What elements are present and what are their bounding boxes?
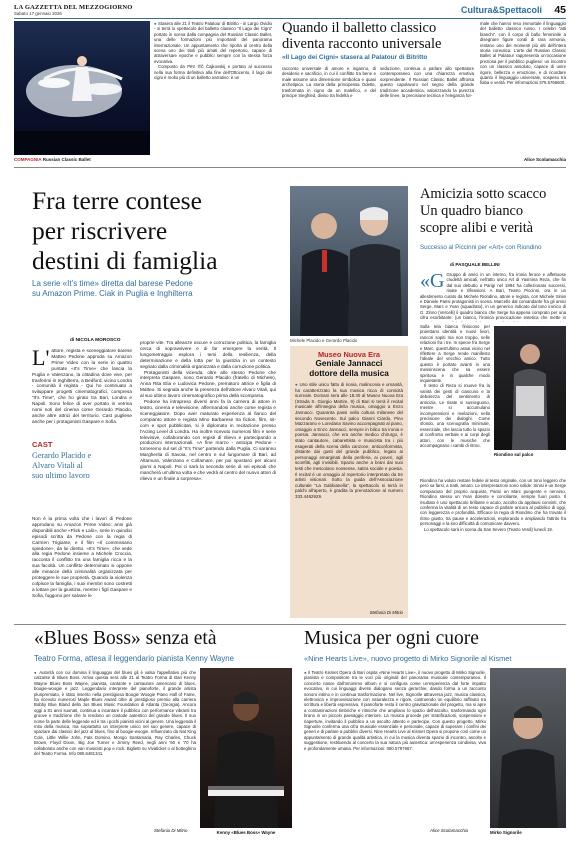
blues-byline: Stefania Di Mitrio — [154, 828, 188, 833]
feature-title-line1: Fra terre contese — [32, 186, 202, 215]
musica-col1-text: Il Teatro Kismet Opera di Bari ospita «Nine Hearts Live», il nuovo progetto di Mirko Signorile, pianista e compositore tra le voci più originali del panorama musicale contemporaneo. Il concerto nasce dall'omonimo album e si configura come un'esperienza dal forte impatto evocativo, in cui linguaggi diversi dialogano senza gerarchie, dando forma a un racconto sonoro intimo e in continua trasformazione. Nel live, Signorile attraversa jazz, musica classica, elettronica e improvvisazione con naturalezza e rigore, costruendo un equilibrio raffinato tra scrittura e libertà espressiva. Il pianoforte resta il centro gravitazionale del progetto, ma si apre a contaminazioni timbriche e ritmiche che ampliano lo spazio dell'ascolto, trasformando ogni brano in un piccolo paesaggio interiore. La musica procede per stratificazioni, sospensioni e riaperture, invitando il pubblico a un ascolto attento e partecipe. Con questo progetto, Mirko Signorile conferma una cifra musicale essenziale e personale, capace di superare i confini dei generi e di parlare a pubblici diversi. Nine Hearts Live al Kismet Opera si propone così come un appuntamento di grande qualità artistica, in cui la musica diventa spazio di incontro, ascolto e suggestione, restituendo al concerto la sua natura più autentica: un'esperienza condivisa, viva e profondamente umana. Per informazioni: 080.5797667. — [304, 670, 486, 751]
ballet-byline: Alice Scolamacchia — [523, 157, 566, 162]
jannacci-box — [290, 346, 408, 618]
actor-illustration — [494, 326, 566, 450]
amicizia-col1-text: Gruppo di amici in un interno, fra ironia feroce e affettuose crudeltà amicali, nell'atto unico Art di Yasmina Reza, che fin dal suo debutto a Parigi nel 1994 ha collezionato successi, risate e riflessioni. A Bari, Teatro Piccinni, ora in un allestimento curato da Michele Riondino, attore e regista, con Michele Sinisi e Daniele Parisi protagonisti in scena. Marcello dal comandante fra gli amici Serge, Marc e Yvan (squadrato), in un generico indicato dal tono ironico di G. Zinno (Vercelli) il quadro bianco che Serge ha appena comprato per una cifra esorbitante: (un bianco, l'ironica provocazione estetica che mette in — [420, 272, 566, 321]
pianist-illustration — [200, 668, 292, 828]
blues-col1-text: Autorità con cui domina il linguaggio del blues gli è valsa l'appellativo più che calzante di Blues Boss. Arriva questa sera alle 21 al Teatro Forma di Bari Kenny Wayne Blues Boss Wayne, pianista, cantante e cantautore americano di blues, boogie-woogie e jazz. Leggendario interprete del pianoforte, il grande artista pluripremiato, è stato inserito nella prestigiosa Boogie Woogie Piano Hall of Fame, ha ricevuto numerosi Maple Blues Award oltre al prestigioso premio alla carriera Bobby Blue Bland della Jus Blues Music Foundation di Atlanta (Georgia). Ancora oggi a 81 anni suonati, continua a incantare il pubblico con performance vibranti tra groove e tradizione che lo rendono un custode autentico del grande blues. Il suo nome fa parte delle leggende ed è tra i pochi pianisti vicini al genere. Una leggenda il mito della musica, ma soprattutto un interprete unico nel suo genere, capace di spaziare dai classici del jazz al blues, fino al boogie-woogie. Influenzato da Nat King Cole, Little Willie John, Fats Domino, Mongo Santamaria, Ray Charles, Chuck Brown, Floyd Dixon, Big Joe Turner e Jimmy Reed, negli anni '60 e '70 ha collaborato anche con vari musicisti pop e rock. Biglietti su Vivaticket o al botteghino del Teatro Forma. Info 080.6481341. — [34, 670, 196, 757]
amicizia-title-line3: scopre alibi e verità — [420, 220, 534, 236]
feature-dropcap: L' — [32, 348, 50, 370]
signorile-photo — [490, 668, 566, 828]
placido-caption: Michele Placido e Gerardo Placido — [290, 338, 358, 343]
feature-title — [32, 186, 284, 276]
musica-col1: ● Il Teatro Kismet Opera di Bari ospita «Nine Hearts Live», il nuovo progetto di Mirko Signorile, pianista e compositore tra le voci più originali del panorama musicale contemporaneo. Il concerto nasce dall'omonimo album e si configura come un'esperienza dal forte impatto evocativo, in cui linguaggi diversi dialogano senza gerarchie, dando forma a un racconto sonoro intimo e in continua trasformazione. Nel live, Signorile attraversa jazz, musica classica, elettronica e improvvisazione con naturalezza e rigore, costruendo un equilibrio raffinato tra scrittura e libertà espressiva. Il pianoforte resta il centro gravitazionale del progetto, ma si apre a contaminazioni timbriche e ritmiche che ampliano lo spazio dell'ascolto, trasformando ogni brano in un piccolo paesaggio interiore. La musica procede per stratificazioni, sospensioni e riaperture, invitando il pubblico a un ascolto attento e partecipe. Con questo progetto, Mirko Signorile conferma una cifra musicale essenziale e personale, capace di superare i confini dei generi e di parlare a pubblici diversi. Nine Hearts Live al Kismet Opera si propone così come un appuntamento di grande qualità artistica, in cui la musica diventa spazio di incontro, ascolto e suggestione, restituendo al concerto la sua natura più autentica: un'esperienza condivisa, viva e profondamente umana. Per informazioni: 080.5797667. — [304, 670, 486, 751]
man-portrait-illustration — [490, 668, 566, 828]
cast-text: Gerardo Placido e Alvaro Vitali al suo ultimo lavoro — [32, 451, 92, 480]
section-label: Cultura&Spettacoli — [460, 5, 542, 15]
ballet-col1-text: Stasera alle 21 il Teatro Palatour di Bitritto - in Largo Ovidio - si terrà lo spettacolo del balletto classico “Il Lago dei Cigni” portato in scena dalla compagnia del Russian Classic Ballet, una delle formazioni più importanti del panorama internazionale. Un appuntamento che riporta al centro della scena uno dei titoli più amati del repertorio, capace di attraversare epoche e pubblici sempre con la stessa forza evocativa. — [154, 21, 272, 64]
musica-subtitle: «Nine Hearts Live», nuovo progetto di Mirko Signorile al Kismet — [304, 654, 512, 663]
cast-box — [32, 440, 94, 510]
ballet-col2: racconto universale di amore e inganno, di desiderio e sacrificio, in cui il conflitto tra bene e male assume una dimensione simbolica e quasi archetipica. La storia della principessa Odette, trasformata in cigno da un malefico, e del principe Siegfried, diviso tra fedeltà e — [282, 66, 376, 99]
ballet-subtitle: «Il Lago dei Cigni» stasera al Palatour di Bitritto — [282, 54, 428, 61]
ballet-photo — [14, 21, 150, 155]
feature-col2c-text: Pedone ha intrapreso diversi anni fa la carriera di attore in teatro, cinema e televisione, affermandosi anche come regista e sceneggiatore. Dopo aver maturato esperienza al fianco del compianto attore e regista Mino Barbarese tra fiction, film, sit-com e spot pubblicitari, si è diplomato in recitazione presso l'Acting Level di Londra. Ha inoltre ricevuto numerosi film e serie televisive, collaborando con registi di rilievo e partecipando a produzioni internazionali. «A fine marzo - anticipa Pedone - torneremo sul set di “It’s Time” partendo dalla Puglia. Ci saranno Margherita di Savoia, nel centro e sul lungomare di Bari, ad Altamura, Valenzano e Collamare, per poi spostarci per alcuni giorni a Napoli. Poi ci sarà la seconda serie di sei episodi che mancherà un'ultima volta e che vedrà al centro del nuovo attori di rilievo e un finale a sorpresa». — [140, 399, 276, 481]
jannacci-kicker: Museo Nuova Era — [317, 350, 381, 359]
jannacci-title-line2: dottore della musica — [309, 369, 389, 378]
feature-title-line2: per riscrivere — [32, 216, 168, 245]
amicizia-col2b-text: Il testo di Reza si muove fra la vanità dei gesti di ciascuno e la debolezza del sentimento di amicizia. Le risate si susseguono, mentre si accumulano incomprensioni e rivelazioni, nella precisione dei dialoghi. Come sfondo, una scenografia minimale, essenziale, che lascia tutto lo spazio al confronto verbale e ai corpi degli attori, con le musiche che accompagnano i cambi di ritmo. — [420, 383, 490, 448]
amicizia-dropcap: «G — [420, 272, 445, 292]
feature-col2 — [140, 340, 276, 618]
ballet-title: Quando il balletto classico diventa racconto universale — [282, 20, 442, 52]
blues-subtitle: Teatro Forma, attesa il leggendario pianista Kenny Wayne — [34, 654, 234, 663]
amicizia-col1 — [420, 272, 566, 322]
masthead: LA GAZZETTA DEL MEZZOGIORNO — [14, 4, 133, 11]
header-rule — [14, 18, 566, 19]
ballet-dancers-illustration — [14, 21, 150, 155]
ballet-caption-tag: COMPAGNIA — [14, 157, 42, 162]
feature-col1-side — [96, 440, 132, 512]
riondino-caption: Riondino sul palco — [494, 452, 534, 457]
two-men-illustration — [290, 186, 408, 336]
feature-col2b-text: Protagonisti della vicenda, oltre allo stesso Pedone che interpreta Gaspare, sono Gerardo Placido (fratello di Michele), Anna Rita Elia e Ludovica Pedone, prematuro attrice e figlia di Matteo. Si segnala anche la presenza dell'attore Alvaro Vitali, qui al suo ultimo lavoro cinematografico prima della scomparsa. — [140, 369, 276, 399]
jannacci-title-line1: Geniale Jannacci — [315, 359, 383, 368]
ballet-caption — [14, 157, 150, 162]
amicizia-col3b-text: Lo spettacolo sarà in scena da San Severo (Teatro Verdi) lunedì 19. — [424, 526, 553, 532]
amicizia-title-line2: Un quadro bianco — [420, 203, 524, 219]
amicizia-byline: di PASQUALE BELLINI — [450, 262, 500, 267]
ballet-divider — [14, 167, 566, 168]
middle-divider — [14, 624, 566, 625]
ballet-col1b-text: Composto da Pëtr Il'ič Čajkovskij e portato al successo nella sua forma definitiva alla fine dell'Ottocento, il lago dei cigni è molto più di un balletto narrativo: è un — [154, 64, 272, 81]
amicizia-title — [420, 186, 566, 237]
feature-byline: di NICOLA MOROSCO — [70, 338, 121, 343]
amicizia-title-line1: Amicizia sotto scacco — [420, 186, 547, 202]
feature-subtitle-line1: La serie «It’s time» diretta dal barese Pedone — [32, 279, 193, 288]
jannacci-body-text: Uno stile unico fatto di ironia, malinconia e umanità, ha caratterizzato la sua musica ricca di comicità surreale. Domani sera alle 18.30 al Museo Nuova Era (Strada S. Giorgio Martire, 9) di Bari si terrà il recital musicale all'insegna della musica, omaggio a Enzo Jannacci. Quaranta passi nella cultura milanese del secondo Novecento. Sul palco Gianni Ciardo, Pino Mazzarano e Loredana Savino accompagnati al piano, omaggio a Enzo Jannacci, sempre in bilico tra ironia e poesia. Jannacci, che era anche medico chirurgo, è stato cantautore, cabarettista e musicista tra i più esagerati della scena della canzone, anticonformista, distante dai gusti del grande pubblico, legato ai personaggi emarginati della periferia, ai poveri, agli sconfitti, agli invisibili. Spazio anche a brani dai suoi testi che mescolano nonsense, satira sociale e poesia. Il recital è un omaggio al repertorio interpretato da tre artisti visionari. Sotto la guida dell'Associazione culturale “La Gabbianella”, la spettacolo si terrà in palchi all'aperto, è gradita la prenotazione al numero 333.4462929. — [295, 382, 403, 499]
signorile-caption: Mirko Signorile — [490, 830, 522, 835]
feature-col1b: Non è la prima volta che i lavori di Pedone approdano su Amazon Prime Video: anni già disponibili anche «Flick e Lalò», serie in quindici episodi scritta da Pedone con la regia di Carmen Trigiante, e il film «Il commissario spiedone», da lui diretto. «It’s Time», che vede alla regia Pedone insieme a Michele Croccia, racconta il conflitto tra una famiglia ricca e la sua facoltà. Un conflitto determinato si oppone alle minacce della criminalità organizzata per proteggere le sue proprietà. Quando la violenza colpisce la famiglia, i suoi membri sono costretti a lottare per la giustizia, mentre i figli Gaspare e Sofia, fuggono per salvare le — [32, 516, 132, 598]
page-number: 45 — [554, 4, 566, 16]
blues-col1: ● Autorità con cui domina il linguaggio del blues gli è valsa l'appellativo più che calzante di Blues Boss. Arriva questa sera alle 21 al Teatro Forma di Bari Kenny Wayne Blues Boss Wayne, pianista, cantante e cantautore americano di blues, boogie-woogie e jazz. Leggendario interprete del pianoforte, il grande artista pluripremiato, è stato inserito nella prestigiosa Boogie Woogie Piano Hall of Fame, ha ricevuto numerosi Maple Blues Award oltre al prestigioso premio alla carriera Bobby Blue Bland della Jus Blues Music Foundation di Atlanta (Georgia). Ancora oggi a 81 anni suonati, continua a incantare il pubblico con performance vibranti tra groove e tradizione che lo rendono un custode autentico del grande blues. Il suo nome fa parte delle leggende ed è tra i pochi pianisti vicini al genere. Una leggenda il mito della musica, ma soprattutto un interprete unico nel suo genere, capace di spaziare dai classici del jazz al blues, fino al boogie-woogie. Influenzato da Nat King Cole, Little Willie John, Fats Domino, Mongo Santamaria, Ray Charles, Chuck Brown, Floyd Dixon, Big Joe Turner e Jimmy Reed, negli anni '60 e '70 ha collaborato anche con vari musicisti pop e rock. Biglietti su Vivaticket o al botteghino del Teatro Forma. Info 080.6481341. — [34, 670, 196, 757]
kenny-photo — [200, 668, 292, 828]
issue-date: Sabato 17 gennaio 2026 — [14, 11, 62, 16]
musica-title: Musica per ogni cuore — [304, 628, 479, 649]
riondino-photo — [494, 326, 566, 450]
blues-title: «Blues Boss» senza età — [34, 628, 217, 649]
amicizia-subtitle: Successo al Piccinni per «Art» con Riondino — [420, 244, 542, 251]
feature-col1 — [32, 348, 132, 436]
placido-photo — [290, 186, 408, 336]
ballet-col3: seduzione, continua a parlare allo spettatore contemporaneo con una chiarezza emotiva sorprendente. Il Russian Classic Ballet affronta questo capolavoro nel segno della grande tradizione accademica, valorizzando la purezza delle linee, la precisione tecnica e l'eleganza for- — [380, 66, 474, 99]
musica-byline: Alice Scolamacchia — [430, 828, 469, 833]
amicizia-col2 — [420, 324, 490, 474]
feature-col1-text: attore, regista e sceneggiatore barese Matteo Pedone approda su Amazon Prime Video con la serie in quattro puntate «It’s Time» che lancia la Puglia e Valenzano, la cittadina dove vive, per trasferirsi in Inghilterra, a Bedford, vicino Londra - comunità il regista - Qui ho continuato a sviluppare progetti cinematografici, compresa “It’s Time”, che ho girato tra Bari, Londra e Napoli. Sono felice di aver portato in vetrina nomi noti del cinema come Gerardo Placido, anche altre attrici del territorio. Cast pugliese anche per i protagonisti Gaspare e Sofia. — [32, 348, 132, 424]
cast-label: CAST — [32, 440, 53, 449]
feature-subtitle — [32, 279, 284, 299]
jannacci-body: ● Uno stile unico fatto di ironia, malinconia e umanità, ha caratterizzato la sua musica ricca di comicità surreale. Domani sera alle 18.30 al Museo Nuova Era (Strada S. Giorgio Martire, 9) di Bari si terrà il recital musicale all'insegna della musica, omaggio a Enzo Jannacci. Quaranta passi nella cultura milanese del secondo Novecento. Sul palco Gianni Ciardo, Pino Mazzarano e Loredana Savino accompagnati al piano, omaggio a Enzo Jannacci, sempre in bilico tra ironia e poesia. Jannacci, che era anche medico chirurgo, è stato cantautore, cabarettista e musicista tra i più esagerati della scena della canzone, anticonformista, distante dai gusti del grande pubblico, legato ai personaggi emarginati della periferia, ai poveri, agli sconfitti, agli invisibili. Spazio anche a brani dai suoi testi che mescolano nonsense, satira sociale e poesia. Il recital è un omaggio al repertorio interpretato da tre artisti visionari. Sotto la guida dell'Associazione culturale “La Gabbianella”, la spettacolo si terrà in palchi all'aperto, è gradita la prenotazione al numero 333.4462929. — [295, 382, 403, 499]
ballet-col4: male che hanno reso immortale il linguaggio del balletto classico russo. I celebri “atti bianchi”, con il corpo di ballo femminile a disegnare figure corali di rara armonia, restano uno dei momenti più alti dell'intera storia coreutica. L'arte del Russian Classic Ballet al Palatour rappresenta un'occasione preziosa per il pubblico pugliese: un incontro con un classico assoluto, capace di unire rigore, bellezza e emozione, e di ricordare quanto il linguaggio universale, sospeso tra fiaba e verità. Per informazioni 375.5766600. — [480, 21, 566, 86]
feature-title-line3: destini di famiglia — [32, 246, 218, 275]
ballet-caption-text: Russian Classic Ballet — [42, 157, 91, 162]
amicizia-col2-text: Sulla tela bianca finiscono per proiettarsi identità e nuovi livori, rancori sopiti ma non troppo, nelle relazioni fra i tre. In specie fra Serge e Marc, quest'ultimo assai vicino nel riflettere a Serge rende manifesto l'ideale del vecchio amico. Tutto questo è portato avanti in una messinscena che sa essere spiritosa e in qualche modo inquietante. — [420, 324, 490, 384]
kenny-caption: Kenny «Blues Boss» Wayne — [216, 830, 276, 835]
amicizia-col3-text: Riondino ha voluto restare fedele al testo originale, con un tono leggero che però sa farsi, a tratti, amaro. Le interpretazioni sono solide: Sinisi è un Serge compiaciuto del proprio acquisto, Parisi un Marc pungente e nervoso, Riondino stesso un Yvan dolente e conciliante, sempre fuori posto. Il risultato è uno spettacolo brillante e acuto, accolto da applausi convinti, che conferma la vitalità di un testo capace di parlare ancora al pubblico di oggi, con leggerezza e profondità. Efficace la regia di Riondino che ha trovato il ritmo giusto, tra pause e accelerazioni, esplorando e ampliando l'attrito fra personaggi e la loro difficoltà di comunicare davvero. — [420, 478, 566, 527]
amicizia-col3 — [420, 478, 566, 618]
jannacci-byline: Stefania Di Mitrio — [369, 610, 403, 615]
feature-col2-text: proprie vite. Tra alleanze oscure e corruzione politica, la famiglia cerca di sopravvivere e di far emergere la verità. Il lungometraggio esplora i temi della resilienza, della determinazione e della lotta per la giustizia in un contesto segnato dalla criminalità organizzata e dalla corruzione politica. — [140, 340, 276, 369]
feature-subtitle-line2: su Amazon Prime. Ciak in Puglia e Inghilterra — [32, 289, 193, 298]
ballet-col1: ● Stasera alle 21 il Teatro Palatour di Bitritto - in Largo Ovidio - si terrà lo spettacolo del balletto classico “Il Lago dei Cigni” portato in scena dalla compagnia del Russian Classic Ballet, una delle formazioni più importanti del panorama internazionale. Un appuntamento che riporta al centro della scena uno dei titoli più amati del repertorio, capace di attraversare epoche e pubblici sempre con la stessa forza evocativa. Composto da Pëtr Il'ič Čajkovskij e portato al successo nella sua forma definitiva alla fine dell'Ottocento, il lago dei cigni è molto più di un balletto narrativo: è un — [154, 21, 272, 81]
page-header — [14, 4, 566, 18]
